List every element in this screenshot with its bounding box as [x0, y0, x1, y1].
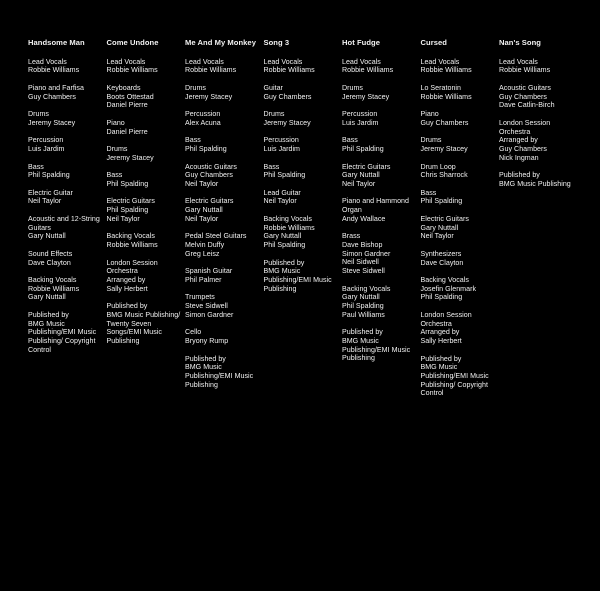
credit-block — [107, 197, 182, 223]
credit-block — [264, 259, 339, 294]
credit-block — [421, 189, 496, 206]
credit-name: Phil Spalding — [420, 293, 463, 302]
credit-block — [342, 328, 417, 363]
credit-block — [185, 293, 260, 319]
credit-block — [421, 250, 496, 267]
credit-block — [342, 163, 417, 189]
credit-name: Dave Catlin-Birch — [499, 101, 555, 110]
credit-block — [28, 110, 103, 127]
credit-name: BMG Music Publishing/EMI Music Publishing/ Copyright Control — [28, 319, 97, 354]
credit-role: Drums — [342, 83, 363, 92]
credit-role: London Session Orchestra — [106, 258, 158, 276]
credit-role: Drums — [420, 136, 442, 145]
credit-role: Spanish Guitar — [185, 267, 233, 276]
credit-name: Guy Chambers — [499, 144, 547, 153]
credit-role: Published by — [106, 302, 148, 311]
credit-name: Robbie Williams — [263, 223, 315, 232]
credit-name: Neil Taylor — [420, 232, 454, 241]
credit-name: Neil Taylor — [28, 197, 62, 206]
credit-block — [185, 163, 260, 189]
credit-name: Sally Herbert — [420, 337, 462, 346]
credit-role: Lead Vocals — [28, 57, 67, 66]
credit-block — [264, 136, 339, 153]
credit-role: Lead Vocals — [342, 57, 381, 66]
credit-role: Bass — [342, 136, 358, 145]
credit-name: Boots Ottestad — [106, 92, 154, 101]
credit-block — [185, 110, 260, 127]
credit-name: Arranged by — [420, 328, 460, 337]
credit-role: Piano — [420, 110, 439, 119]
credit-name: Guy Chambers — [420, 118, 469, 127]
credit-block — [28, 58, 103, 75]
credit-block — [185, 267, 260, 284]
credit-block — [28, 189, 103, 206]
credit-name: Phil Spalding — [420, 197, 463, 206]
credit-role: Lead Vocals — [499, 57, 538, 66]
credit-block — [342, 110, 417, 127]
credit-role: Bass — [106, 171, 123, 180]
credit-role: Drum Loop — [420, 162, 456, 171]
credit-block — [28, 84, 103, 101]
credit-role: Bass — [263, 162, 280, 171]
credit-name: Robbie Williams — [185, 66, 237, 75]
credit-role: Drums — [185, 83, 206, 92]
credit-name: Phil Spalding — [106, 206, 149, 215]
credit-block — [264, 110, 339, 127]
credit-block — [107, 259, 182, 294]
credit-name: Sally Herbert — [106, 284, 148, 293]
credit-role: Backing Vocals — [420, 276, 469, 285]
credit-block — [107, 171, 182, 188]
song-title: Hot Fudge — [342, 38, 380, 47]
credit-block — [185, 328, 260, 345]
credit-name: Andy Wallace — [342, 214, 386, 223]
credit-role: Drums — [263, 110, 285, 119]
credit-block — [421, 276, 496, 302]
credit-name: Guy Chambers — [499, 92, 547, 101]
credit-block — [264, 84, 339, 101]
credits-sheet — [28, 38, 578, 407]
credit-name: BMG Music Publishing/ Twenty Seven Songs/EMI Music Publishing — [106, 310, 181, 345]
credit-role: Lead Vocals — [263, 57, 303, 66]
credit-name: Phil Spalding — [263, 241, 306, 250]
credit-block — [421, 311, 496, 346]
credit-block — [107, 232, 182, 249]
credit-role: Backing Vocals — [342, 284, 391, 293]
credit-role: Published by — [342, 328, 383, 337]
credit-name: Jeremy Stacey — [106, 153, 154, 162]
credit-name: Gary Nuttall — [342, 171, 380, 180]
credit-name: Guy Chambers — [28, 92, 76, 101]
credit-block — [421, 110, 496, 127]
credit-name: Bryony Rump — [185, 337, 229, 346]
credit-block — [342, 136, 417, 153]
credit-block — [342, 232, 417, 276]
credit-block — [499, 84, 574, 110]
credit-name: Neil Taylor — [106, 214, 140, 223]
credit-block — [499, 58, 574, 75]
credit-block — [185, 136, 260, 153]
credit-name: Gary Nuttall — [342, 293, 380, 302]
credit-name: Alex Acuna — [185, 118, 221, 127]
credit-block — [421, 163, 496, 180]
credit-name: Dave Clayton — [420, 258, 464, 267]
credit-block — [421, 84, 496, 101]
credit-role: Lo Seratonin — [420, 83, 461, 92]
credit-block — [342, 197, 417, 223]
song-title: Me And My Monkey — [185, 38, 256, 47]
credit-name: Robbie Williams — [420, 92, 472, 101]
credit-role: Bass — [420, 188, 437, 197]
credit-role: Acoustic and 12-String Guitars — [28, 214, 100, 232]
song-title: Song 3 — [263, 38, 290, 47]
credit-role: Electric Guitars — [342, 162, 391, 171]
credit-role: Lead Vocals — [106, 57, 146, 66]
credit-block — [264, 215, 339, 250]
credit-role: Synthesizers — [420, 249, 462, 258]
credit-name: Gary Nuttall — [28, 293, 66, 302]
song-column — [499, 38, 578, 407]
credit-role: Piano — [106, 118, 125, 127]
credit-role: Electric Guitars — [185, 197, 234, 206]
credit-role: Percussion — [28, 136, 64, 145]
credit-name: Robbie Williams — [106, 66, 158, 75]
credit-name: Neil Taylor — [342, 179, 376, 188]
credit-role: Pedal Steel Guitars — [185, 232, 247, 241]
song-column — [342, 38, 421, 407]
credit-name: Neil Taylor — [185, 179, 219, 188]
credit-role: Electric Guitars — [420, 214, 469, 223]
credit-block — [185, 355, 260, 390]
credit-role: Bass — [185, 136, 201, 145]
credit-role: Percussion — [185, 110, 221, 119]
credit-name: Simon Gardner — [185, 310, 234, 319]
credit-name: Robbie Williams — [420, 66, 472, 75]
credit-role: Published by — [263, 258, 305, 267]
credit-name: Dave Bishop — [342, 241, 383, 250]
credit-name: Luis Jardim — [263, 145, 300, 154]
credit-block — [421, 58, 496, 75]
credit-name: Phil Spalding — [263, 171, 306, 180]
credit-role: Published by — [185, 354, 226, 363]
credit-block — [342, 84, 417, 101]
credit-block — [107, 119, 182, 136]
song-title: Come Undone — [106, 38, 159, 47]
credit-block — [264, 163, 339, 180]
credit-role: London Session Orchestra — [499, 118, 551, 136]
credit-block — [28, 163, 103, 180]
credit-role: Lead Guitar — [263, 188, 301, 197]
credit-name: Robbie Williams — [106, 241, 158, 250]
credit-role: Piano and Farfisa — [28, 83, 84, 92]
credit-role: Drums — [106, 145, 128, 154]
credit-name: Jeremy Stacey — [263, 118, 311, 127]
credit-name: Robbie Williams — [342, 66, 394, 75]
credit-role: Acoustic Guitars — [499, 83, 551, 92]
song-title: Nan's Song — [499, 38, 541, 47]
credit-name: Arranged by — [106, 275, 146, 284]
credit-name: Robbie Williams — [263, 66, 315, 75]
credit-role: Electric Guitar — [28, 188, 73, 197]
credit-name: Steve Sidwell — [185, 302, 228, 311]
credit-name: Steve Sidwell — [342, 267, 385, 276]
credit-role: Piano and Hammond Organ — [342, 197, 409, 215]
credit-block — [421, 136, 496, 153]
credit-block — [107, 145, 182, 162]
credit-role: Keyboards — [106, 83, 141, 92]
credit-name: BMG Music Publishing/EMI Music Publishing — [342, 336, 411, 363]
credit-name: Jeremy Stacey — [185, 92, 233, 101]
credit-name: Luis Jardim — [28, 145, 65, 154]
credit-name: BMG Music Publishing — [499, 179, 571, 188]
song-column — [107, 38, 186, 407]
credit-name: Melvin Duffy — [185, 241, 225, 250]
song-column — [28, 38, 107, 407]
credit-role: Bass — [28, 162, 44, 171]
credit-name: Phil Spalding — [106, 179, 149, 188]
song-title: Handsome Man — [28, 38, 85, 47]
credit-block — [499, 119, 574, 163]
credit-block — [28, 311, 103, 355]
credit-name: Greg Leisz — [185, 249, 220, 258]
credit-name: Guy Chambers — [185, 171, 233, 180]
credit-block — [28, 276, 103, 302]
credit-name: Neil Sidwell — [342, 258, 379, 267]
credit-name: Robbie Williams — [28, 284, 80, 293]
credit-block — [107, 58, 182, 75]
credit-block — [185, 197, 260, 223]
credit-block — [342, 58, 417, 75]
credit-name: Nick Ingman — [499, 153, 539, 162]
credit-name: Jeremy Stacey — [420, 145, 468, 154]
credit-block — [185, 84, 260, 101]
credit-name: Simon Gardner — [342, 249, 391, 258]
credit-block — [185, 58, 260, 75]
credit-name: BMG Music Publishing/EMI Music Publishing — [185, 363, 254, 389]
credit-role: Lead Vocals — [420, 57, 460, 66]
credit-name: Gary Nuttall — [420, 223, 459, 232]
credit-block — [421, 355, 496, 399]
credit-role: Backing Vocals — [28, 276, 77, 285]
credit-name: Robbie Williams — [28, 66, 80, 75]
credit-role: Published by — [499, 171, 540, 180]
credit-name: Gary Nuttall — [28, 232, 66, 241]
credit-name: BMG Music Publishing/EMI Music Publishing/ Copyright Control — [420, 363, 489, 398]
credit-role: Lead Vocals — [185, 57, 224, 66]
song-column — [421, 38, 500, 407]
credit-role: Percussion — [263, 136, 299, 145]
credit-name: Phil Palmer — [185, 275, 222, 284]
credit-name: Phil Spalding — [185, 145, 227, 154]
credit-role: Electric Guitars — [106, 197, 155, 206]
credit-name: Phil Spalding — [342, 145, 384, 154]
credit-name: Guy Chambers — [263, 92, 312, 101]
song-column — [264, 38, 343, 407]
credit-role: Backing Vocals — [263, 214, 312, 223]
credit-name: Jeremy Stacey — [28, 118, 76, 127]
credit-role: London Session Orchestra — [420, 310, 472, 328]
credit-name: Chris Sharrock — [420, 171, 468, 180]
credit-role: Percussion — [342, 110, 378, 119]
credit-role: Sound Effects — [28, 249, 73, 258]
credit-name: Arranged by — [499, 136, 538, 145]
song-column — [185, 38, 264, 407]
credit-block — [28, 215, 103, 241]
credit-name: BMG Music Publishing/EMI Music Publishing — [263, 267, 332, 293]
credit-name: Gary Nuttall — [185, 206, 223, 215]
credit-name: Luis Jardim — [342, 118, 379, 127]
credit-role: Brass — [342, 232, 361, 241]
credit-name: Paul Williams — [342, 310, 385, 319]
credit-block — [107, 84, 182, 110]
credit-name: Phil Spalding — [342, 302, 384, 311]
credit-block — [264, 58, 339, 75]
credit-role: Guitar — [263, 83, 283, 92]
credit-block — [421, 215, 496, 241]
credit-block — [264, 189, 339, 206]
credit-block — [499, 171, 574, 188]
credit-name: Daniel Pierre — [106, 127, 148, 136]
credit-name: Dave Clayton — [28, 258, 71, 267]
credit-name: Neil Taylor — [185, 214, 219, 223]
credit-role: Published by — [28, 310, 69, 319]
credit-role: Backing Vocals — [106, 232, 155, 241]
credit-role: Drums — [28, 110, 49, 119]
credit-block — [28, 136, 103, 153]
credit-name: Phil Spalding — [28, 171, 70, 180]
credit-name: Daniel Pierre — [106, 101, 148, 110]
credit-name: Robbie Williams — [499, 66, 551, 75]
credit-name: Gary Nuttall — [263, 232, 302, 241]
credit-role: Trumpets — [185, 293, 215, 302]
credit-block — [107, 302, 182, 346]
credit-block — [28, 250, 103, 267]
song-title: Cursed — [420, 38, 447, 47]
credit-name: Josefin Glenmark — [420, 284, 477, 293]
credit-block — [342, 285, 417, 320]
credit-name: Neil Taylor — [263, 197, 297, 206]
credit-role: Cello — [185, 328, 202, 337]
credit-block — [185, 232, 260, 258]
credit-role: Published by — [420, 354, 462, 363]
credit-role: Acoustic Guitars — [185, 162, 237, 171]
credit-name: Jeremy Stacey — [342, 92, 390, 101]
